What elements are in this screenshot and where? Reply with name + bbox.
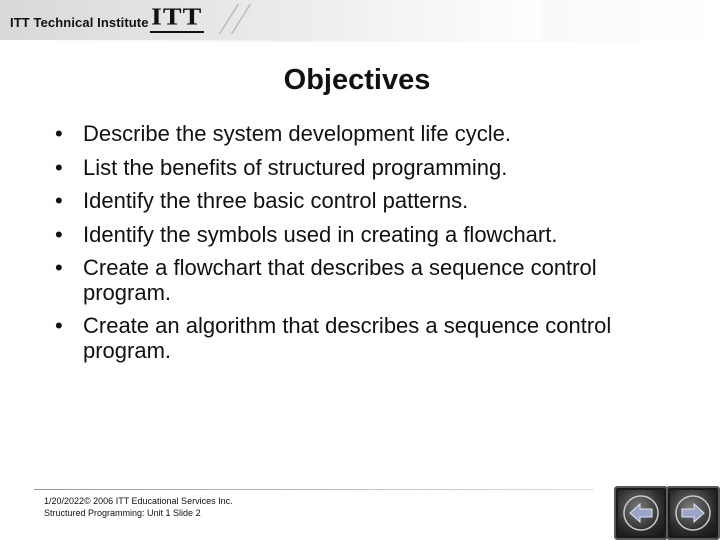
bullet-icon: • <box>55 188 63 213</box>
list-item-text: Identify the symbols used in creating a flowchart. <box>83 221 558 247</box>
footer-divider <box>34 489 594 490</box>
bullet-icon: • <box>55 221 63 247</box>
list-item <box>48 189 668 214</box>
list-item <box>48 223 668 248</box>
list-item-text: Create a flowchart that describes a sequence control program. <box>83 255 597 305</box>
slide-header <box>0 0 720 42</box>
logo-text: ITT Technical Institute <box>10 15 149 30</box>
list-item-text: Describe the system development life cycle. <box>83 121 511 146</box>
list-item-text: List the benefits of structured programming. <box>83 154 508 180</box>
list-item <box>48 122 668 147</box>
itt-logo: ITT <box>151 4 203 31</box>
list-item-text: Create an algorithm that describes a sequence control program. <box>83 313 612 363</box>
list-item-text: Identify the three basic control patterns. <box>83 188 469 213</box>
slide-footer <box>44 495 233 519</box>
arrow-left-icon <box>621 493 661 533</box>
list-item <box>48 156 668 181</box>
bullet-icon: • <box>55 154 63 180</box>
bullet-icon: • <box>55 313 63 338</box>
objectives-list <box>48 122 668 372</box>
bullet-icon: • <box>55 255 63 280</box>
next-slide-button[interactable] <box>666 486 720 540</box>
list-item <box>48 256 668 305</box>
previous-slide-button[interactable] <box>614 486 668 540</box>
bullet-icon: • <box>55 121 63 146</box>
slide-title: Objectives <box>283 64 431 96</box>
arrow-right-icon <box>673 493 713 533</box>
footer-copyright: 1/20/2022© 2006 ITT Educational Services Inc. <box>44 496 233 506</box>
logo-underline <box>150 31 204 33</box>
list-item <box>48 314 668 363</box>
footer-slide-info: Structured Programming: Unit 1 Slide 2 <box>44 508 201 518</box>
